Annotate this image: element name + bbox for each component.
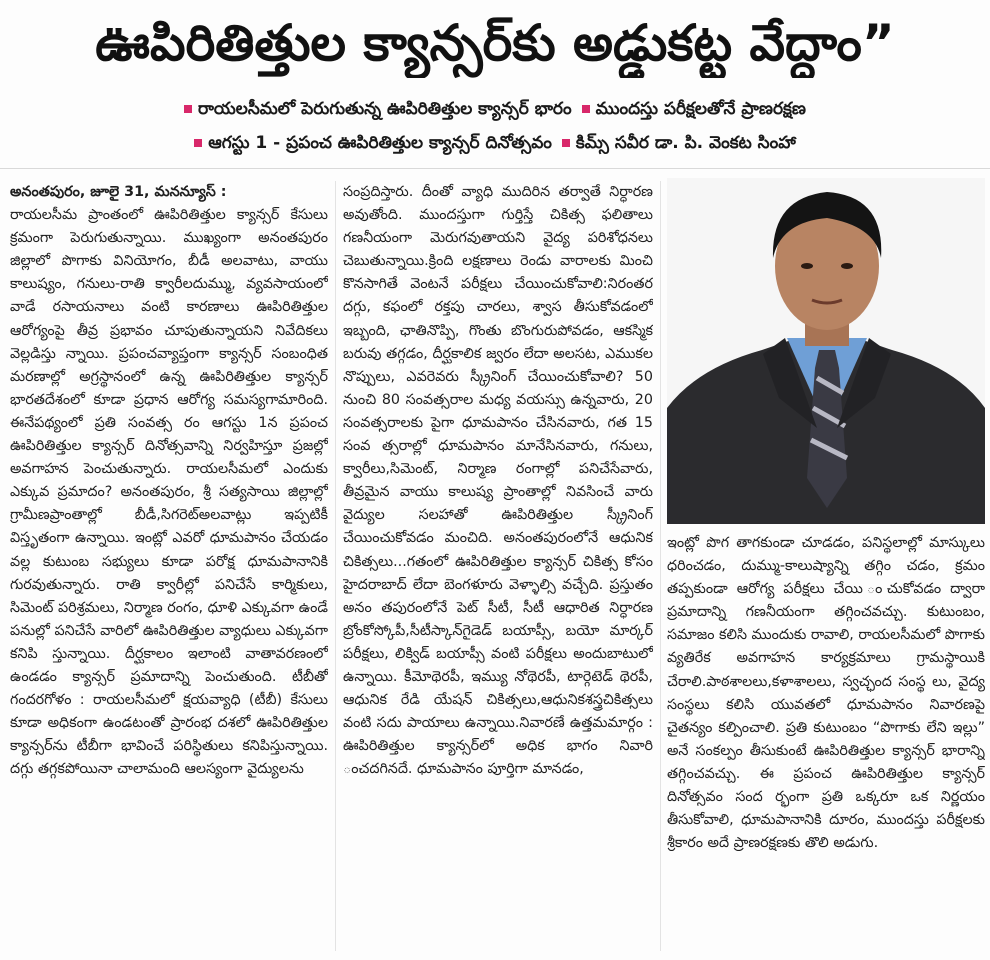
subhead-item xyxy=(582,94,806,124)
subhead-text: ముందస్తు పరీక్షలతోనే ప్రాణరక్షణ xyxy=(595,99,806,119)
subhead-item xyxy=(562,128,796,158)
bullet-icon xyxy=(184,105,192,113)
subhead-text: ఆగస్టు 1 - ప్రపంచ ఊపిరితిత్తుల క్యాన్సర్ దినోత్సవం xyxy=(208,133,552,153)
subheads xyxy=(0,92,990,160)
subhead-item xyxy=(194,128,552,158)
article-column-2 xyxy=(343,181,653,956)
subhead-text: కిమ్స్ సవీర డా. పి. వెంకట సింహా xyxy=(575,133,796,153)
dateline: అనంతపురం, జూలై 31, మనన్యూస్ : xyxy=(10,184,227,200)
article-body-2: సంప్రదిస్తారు. దీంతో వ్యాధి ముదిరిన తర్వాతే నిర్ధారణ అవుతోంది. ముందస్తుగా గుర్తిస్తే చికిత్స ఫలితాలు గణనీయంగా మెరుగవుతాయని వైద్య పరిశోధనలు చెబుతున్నాయి.క్రింది లక్షణాలు రెండు వారాలకు మించి కొనసాగితే వెంటనే పరీక్షలు చేయించుకోవాలి:నిరంతర దగ్గు, కఫంలో రక్తపు చారలు, శ్వాస తీసుకోవడంలో ఇబ్బంది, ఛాతినొప్పి, గొంతు బొంగురుపోవడం, ఆకస్మిక బరువు తగ్గడం, దీర్ఘకాలిక జ్వరం లేదా అలసట, ఎముకల నొప్పులు, ఎవరెవరు స్క్రీనింగ్ చేయించుకోవాలి? 50 నుంచి 80 సంవత్సరాల మధ్య వయస్సు ఉన్నవారు, 20 సంవత్సరాలకు పైగా ధూమపానం చేసినవారు, గత 15 సంవ త్సరాల్లో ధూమపానం మానేసినవారు, గనులు, క్వారీలు,సిమెంట్, నిర్మాణ రంగాల్లో పనిచేసేవారు, తీవ్రమైన వాయు కాలుష్య ప్రాంతాల్లో నివసించే వారు వైద్యుల సలహాతో ఊపిరితిత్తుల స్క్రీనింగ్ చేయించుకోవడం మంచిది. అనంతపురంలోనే ఆధునిక చికిత్సలు...గతంలో ఊపిరితిత్తుల క్యాన్సర్ చికిత్స కోసం హైదరాబాద్ లేదా బెంగళూరు వెళ్ళాల్సి వచ్చేది. ప్రస్తుతం అనం తపురంలోనే పెట్ సీటీ, సీటీ ఆధారిత నిర్ధారణ బ్రోంకోస్కోపీ,సీటీస్కాన్‌గైడెడ్ బయాప్సీ, బయో మార్కర్ పరీక్షలు, లిక్విడ్ బయాప్సీ వంటి పరీక్షలు అందుబాటులో ఉన్నాయి. కీమోథెరపీ, ఇమ్యు నోథెరపీ, టార్గెటెడ్ థెరపీ, ఆధునిక రేడి యేషన్ చికిత్సలు,ఆధునికశస్త్రచికిత్సలు వంటి సదు పాయాలు ఉన్నాయి.నివారణే ఉత్తమమార్గం : ఊపిరితిత్తుల క్యాన్సర్‌లో అధిక భాగం నివారి ంచదగినదే. ధూమపానం పూర్తిగా మానడం, xyxy=(343,184,653,778)
bullet-icon xyxy=(582,105,590,113)
subhead-line-2 xyxy=(0,126,990,160)
doctor-portrait-photo xyxy=(667,178,985,524)
headline: ఊపిరితిత్తుల క్యాన్సర్‌కు అడ్డుకట్ట వేద్దాం” xyxy=(95,14,895,72)
article-column-1 xyxy=(10,181,328,956)
subhead-item xyxy=(184,94,572,124)
bullet-icon xyxy=(562,139,570,147)
article-body-1: రాయలసీమ ప్రాంతంలో ఊపిరితిత్తుల క్యాన్సర్ కేసులు క్రమంగా పెరుగుతున్నాయి. ముఖ్యంగా అనంతపురం జిల్లాలో పొగాకు వినియోగం, బీడీ అలవాటు, వాయు కాలుష్యం, గనులు-రాతి క్వారీలదుమ్ము, వ్యవసాయంలో వాడే రసాయనాలు వంటి కారణాలు ఊపిరితిత్తుల ఆరోగ్యంపై తీవ్ర ప్రభావం చూపుతున్నాయని నివేదికలు వెల్లడిస్తు న్నాయి. ప్రపంచవ్యాప్తంగా క్యాన్సర్ సంబంధిత మరణాల్లో అగ్రస్థానంలో ఉన్న ఊపిరితిత్తుల క్యాన్సర్ భారతదేశంలో కూడా ప్రధాన ఆరోగ్య సమస్యగామారింది. ఈనేపథ్యంలో ప్రతి సంవత్స రం ఆగస్టు 1న ప్రపంచ ఊపిరితిత్తుల క్యాన్సర్ దినోత్సవాన్ని నిర్వహిస్తూ ప్రజల్లో అవగాహన పెంచుతున్నారు. రాయలసీమలో ఎందుకు ఎక్కువ ప్రమాదం? అనంతపురం, శ్రీ సత్యసాయి జిల్లాల్లో గ్రామీణప్రాంతాల్లో బీడీ,సిగరెట్‌అలవాట్లు ఇప్పటికీ విస్తృతంగా ఉన్నాయి. ఇంట్లో ఎవరో ధూమపానం చేయడం వల్ల కుటుంబ సభ్యులు కూడా పరోక్ష ధూమపానానికి గురవుతున్నారు. రాతి క్వారీల్లో పనిచేసే కార్మికులు, సిమెంట్ పరిశ్రమలు, నిర్మాణ రంగం, ధూళి ఎక్కువగా ఉండే పనుల్లో పనిచేసే వారిలో ఊపిరితిత్తుల వ్యాధులు ఎక్కువగా కనిపి స్తున్నాయి. దీర్ఘకాలం ఇలాంటి వాతావరణంలో ఉండడం క్యాన్సర్ ప్రమాదాన్ని పెంచుతుంది. టీబీతో గందరగోళం : రాయలసీమలో క్షయవ్యాధి (టీబీ) కేసులు కూడా అధికంగా ఉండటంతో ప్రారంభ దశలో ఊపిరితిత్తుల క్యాన్సర్‌ను టీబీగా భావించే పరిస్థితులు కనిపిస్తున్నాయి. దగ్గు తగ్గకపోయినా చాలామంది ఆలస్యంగా వైద్యులను xyxy=(10,207,328,778)
article-column-3 xyxy=(667,532,985,952)
portrait-illustration xyxy=(667,178,985,524)
bullet-icon xyxy=(194,139,202,147)
subhead-text: రాయలసీమలో పెరుగుతున్న ఊపిరితిత్తుల క్యాన్సర్ భారం xyxy=(198,99,572,119)
column-divider xyxy=(335,181,336,951)
article-body-3: ఇంట్లో పొగ తాగకుండా చూడడం, పనిస్థలాల్లో మాస్కులు ధరించడం, దుమ్ము-కాలుష్యాన్ని తగ్గిం చడం, క్రమం తప్పకుండా ఆరోగ్య పరీక్షలు చేయి ంచుకోవడం ద్వారా ప్రమాదాన్ని గణనీయంగా తగ్గించవచ్చు. కుటుంబం, సమాజం కలిసి ముందుకు రావాలి, రాయలసీమలో పొగాకు వ్యతిరేక అవగాహన కార్యక్రమాలు గ్రామస్థాయికి చేరాలి.పాఠశాలలు,కళాశాలలు, స్వచ్ఛంద సంస్థ లు, వైద్య సంస్థలు కలిసి యువతలో ధూమపానం నివారణపై చైతన్యం కల్పించాలి. ప్రతి కుటుంబం “పొగాకు లేని ఇల్లు” అనే సంకల్పం తీసుకుంటే ఊపిరితిత్తుల క్యాన్సర్ భారాన్ని తగ్గించవచ్చు. ఈ ప్రపంచ ఊపిరితిత్తుల క్యాన్సర్ దినోత్సవం సంద ర్భంగా ప్రతి ఒక్కరూ ఒక నిర్ణయం తీసుకోవాలి, ధూమపానానికి దూరం, ముందస్తు పరీక్షలకు శ్రీకారం అదే ప్రాణరక్షణకు తొలి అడుగు. xyxy=(667,535,985,852)
header-divider xyxy=(0,168,990,169)
subhead-line-1 xyxy=(0,92,990,126)
column-divider xyxy=(660,181,661,951)
